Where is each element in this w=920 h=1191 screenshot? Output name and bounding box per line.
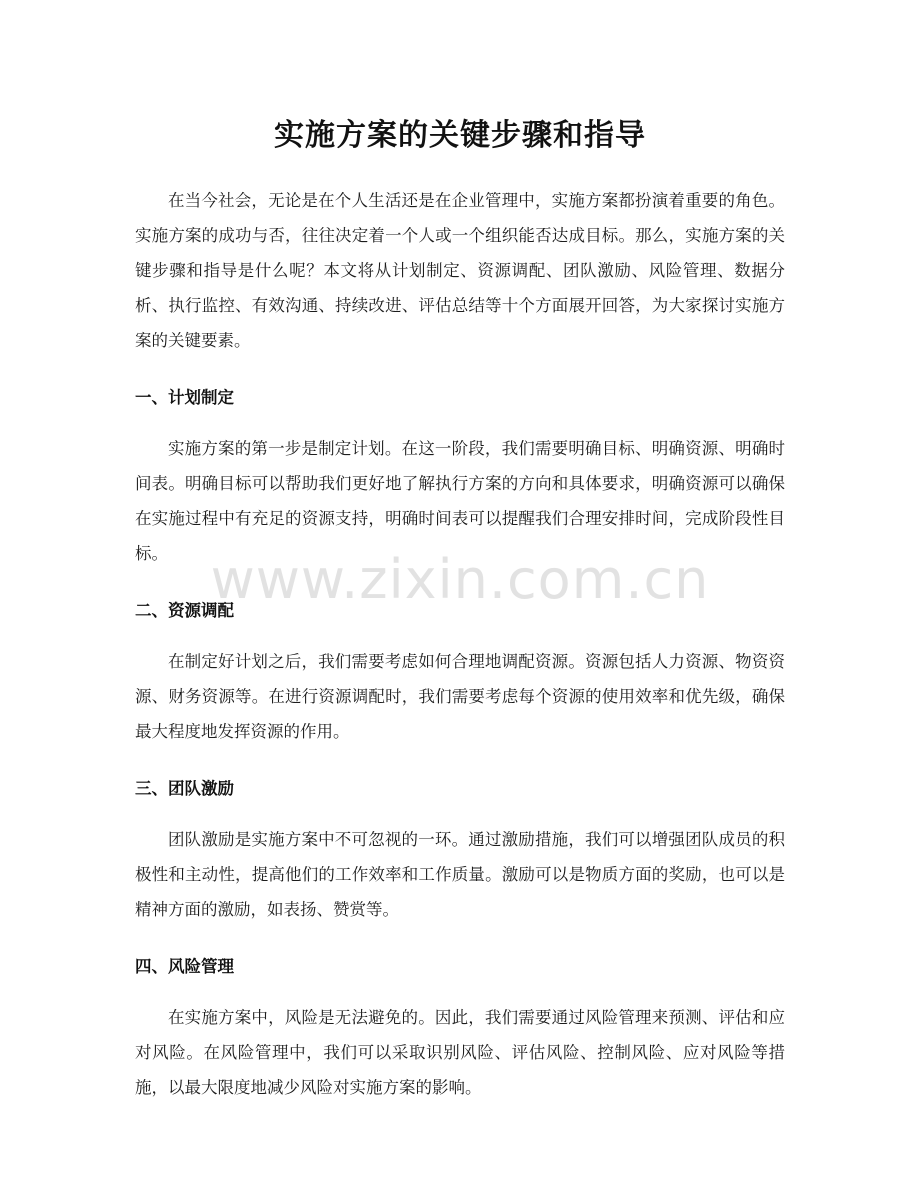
section-body-team: 团队激励是实施方案中不可忽视的一环。通过激励措施，我们可以增强团队成员的积极性和主动性，提高他们的工作效率和工作质量。激励可以是物质方面的奖励，也可以是精神方面的激励，如表扬、赞赏等。 [135, 830, 785, 919]
section-heading-team: 三、团队激励 [135, 779, 234, 798]
section-heading-risk: 四、风险管理 [135, 957, 234, 976]
section-heading-plan: 一、计划制定 [135, 388, 234, 407]
document-body [135, 183, 785, 1105]
section-body-risk: 在实施方案中，风险是无法避免的。因此，我们需要通过风险管理来预测、评估和应对风险。在风险管理中，我们可以采取识别风险、评估风险、控制风险、应对风险等措施，以最大限度地减少风险对实施方案的影响。 [135, 1008, 785, 1097]
section-body-plan: 实施方案的第一步是制定计划。在这一阶段，我们需要明确目标、明确资源、明确时间表。明确目标可以帮助我们更好地了解执行方案的方向和具体要求，明确资源可以确保在实施过程中有充足的资源支持，明确时间表可以提醒我们合理安排时间，完成阶段性目标。 [135, 439, 785, 563]
section-heading-resources: 二、资源调配 [135, 601, 234, 620]
section-body-resources: 在制定好计划之后，我们需要考虑如何合理地调配资源。资源包括人力资源、物资资源、财务资源等。在进行资源调配时，我们需要考虑每个资源的使用效率和优先级，确保最大程度地发挥资源的作用。 [135, 652, 785, 741]
watermark: www.zixin.com.cn [210, 548, 710, 611]
intro-paragraph: 在当今社会，无论是在个人生活还是在企业管理中，实施方案都扮演着重要的角色。实施方案的成功与否，往往决定着一个人或一个组织能否达成目标。那么，实施方案的关键步骤和指导是什么呢？本文将从计划制定、资源调配、团队激励、风险管理、数据分析、执行监控、有效沟通、持续改进、评估总结等十个方面展开回答，为大家探讨实施方案的关键要素。 [135, 191, 785, 350]
page-title: 实施方案的关键步骤和指导 [274, 118, 646, 153]
